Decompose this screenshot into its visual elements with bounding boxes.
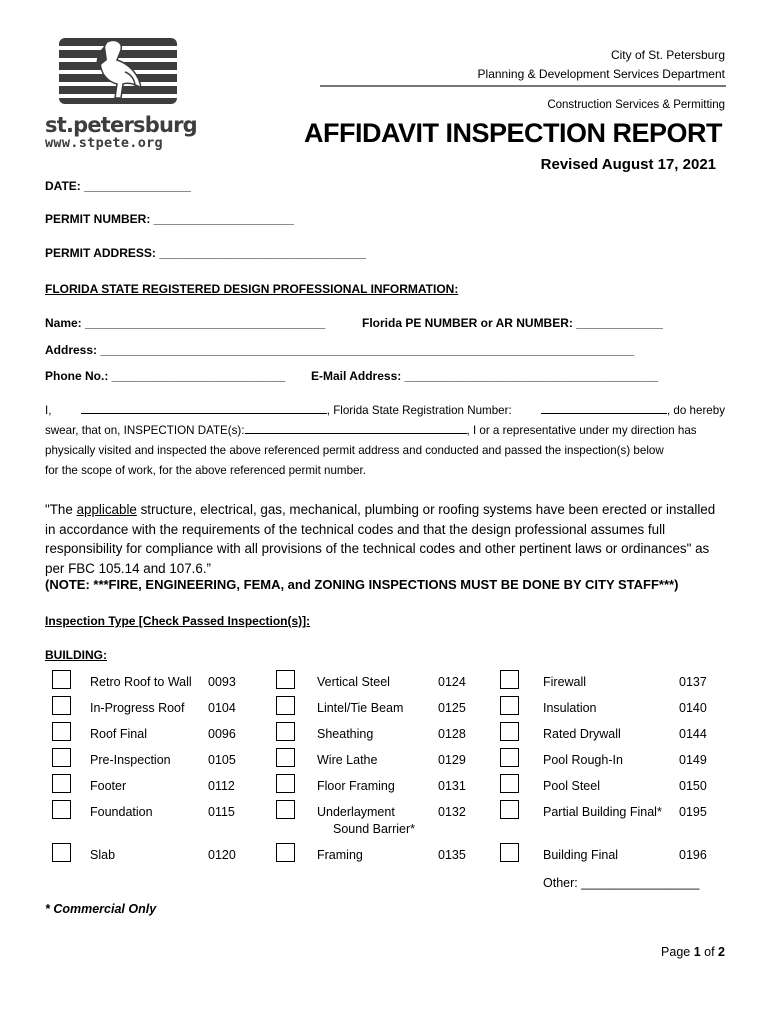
building-heading: BUILDING: <box>45 648 107 662</box>
email-field[interactable]: E-Mail Address: ______________________________________ <box>311 369 659 383</box>
inspection-code: 0144 <box>679 727 707 741</box>
inspection-label: Pool Steel <box>543 779 600 793</box>
inspection-checkbox[interactable] <box>500 843 519 862</box>
inspection-checkbox[interactable] <box>52 800 71 819</box>
inspection-checkbox[interactable] <box>500 722 519 741</box>
other-field[interactable]: Other: _________________ <box>543 876 700 890</box>
inspection-code: 0112 <box>208 779 235 793</box>
city-name: City of St. Petersburg <box>610 48 725 62</box>
inspection-checkbox[interactable] <box>500 800 519 819</box>
inspection-label: Rated Drywall <box>543 727 621 741</box>
inspection-label: Foundation <box>90 805 153 819</box>
current-page: 1 <box>693 945 701 959</box>
affidavit-text: , Florida State Registration Number: <box>326 404 512 417</box>
inspection-label: Slab <box>90 848 116 862</box>
affidavit-paragraph <box>45 401 725 481</box>
quote-emphasis: applicable <box>76 502 137 517</box>
inspection-checkbox[interactable] <box>52 748 71 767</box>
inspection-label: Building Final <box>543 848 619 862</box>
city-logo <box>45 38 195 154</box>
address-field[interactable]: Address: ________________________________________________________________________________ <box>45 343 635 357</box>
affidavit-text: swear, that on, INSPECTION DATE(s): <box>45 424 245 437</box>
inspection-code: 0149 <box>679 753 707 767</box>
inspection-type-heading: Inspection Type [Check Passed Inspection(s)]: <box>45 614 311 628</box>
inspection-code: 0150 <box>679 779 707 793</box>
affidavit-text: , I or a representative under my direction has <box>466 424 697 437</box>
header-divider <box>320 85 726 87</box>
permit-number-field[interactable]: PERMIT NUMBER: _____________________ <box>45 212 294 226</box>
affidavit-text: physically visited and inspected the above referenced permit address and conducted and passed the inspection(s) below <box>45 444 664 457</box>
inspection-checkbox[interactable] <box>276 670 295 689</box>
inspection-checkbox[interactable] <box>500 774 519 793</box>
inspection-code: 0137 <box>679 675 707 689</box>
inspection-date-blank[interactable] <box>245 421 467 434</box>
inspection-code: 0096 <box>208 727 236 741</box>
affidavit-text: for the scope of work, for the above referenced permit number. <box>45 464 366 477</box>
logo-url: www.stpete.org <box>45 135 163 151</box>
inspection-code: 0135 <box>438 848 466 862</box>
inspection-code: 0131 <box>438 779 466 793</box>
inspection-code: 0105 <box>208 753 236 767</box>
inspection-code: 0093 <box>208 675 236 689</box>
name-field[interactable]: Name: ____________________________________ <box>45 316 326 330</box>
page-of-label: of <box>700 945 719 959</box>
inspection-code: 0124 <box>438 675 466 689</box>
inspection-code: 0104 <box>208 701 236 715</box>
city-staff-note: (NOTE: ***FIRE, ENGINEERING, FEMA, and ZONING INSPECTIONS MUST BE DONE BY CITY STAFF***) <box>45 577 679 592</box>
quote-text: "The <box>45 502 77 517</box>
inspection-code: 0120 <box>208 848 236 862</box>
inspection-code: 0196 <box>679 848 707 862</box>
inspection-label: In-Progress Roof <box>90 701 185 715</box>
inspection-checkbox[interactable] <box>276 774 295 793</box>
design-professional-heading: FLORIDA STATE REGISTERED DESIGN PROFESSIONAL INFORMATION: <box>45 282 459 296</box>
inspection-checkbox[interactable] <box>276 800 295 819</box>
page-number <box>661 945 725 959</box>
inspection-label: Roof Final <box>90 727 147 741</box>
inspection-checkbox[interactable] <box>52 670 71 689</box>
affiant-name-blank[interactable] <box>81 401 327 414</box>
inspection-sublabel: Sound Barrier* <box>333 822 415 836</box>
date-field[interactable]: DATE: ________________ <box>45 179 191 193</box>
page-label: Page <box>661 945 694 959</box>
inspection-code: 0140 <box>679 701 707 715</box>
inspection-code: 0129 <box>438 753 466 767</box>
quote-text: structure, electrical, gas, mechanical, plumbing or roofing systems have been erected or installed in accordance with the requirements of the technical codes and that the design professional assumes full responsibility for compliance with all provisions of the technical codes and other pertinent laws or ordinances" as per FBC 105.14 and 107.6.” <box>45 502 716 576</box>
inspection-code: 0132 <box>438 805 466 819</box>
commercial-footnote: * Commercial Only <box>45 902 157 916</box>
inspection-label: Floor Framing <box>317 779 395 793</box>
inspection-label: Partial Building Final* <box>543 805 662 819</box>
inspection-label: Underlayment <box>317 805 395 819</box>
inspection-label: Lintel/Tie Beam <box>317 701 404 715</box>
total-pages: 2 <box>718 945 725 959</box>
inspection-label: Footer <box>90 779 127 793</box>
logo-wordmark: st.petersburg <box>45 113 197 137</box>
division-name: Construction Services & Permitting <box>547 99 725 111</box>
inspection-checkbox[interactable] <box>276 748 295 767</box>
inspection-checkbox[interactable] <box>276 696 295 715</box>
affidavit-text: , do hereby <box>666 404 725 417</box>
inspection-code: 0128 <box>438 727 466 741</box>
department-name: Planning & Development Services Department <box>477 67 725 81</box>
inspection-label: Pre-Inspection <box>90 753 171 767</box>
inspection-checkbox[interactable] <box>500 670 519 689</box>
page-title: AFFIDAVIT INSPECTION REPORT <box>303 118 722 148</box>
affidavit-text: I, <box>45 404 52 417</box>
inspection-checkbox[interactable] <box>52 696 71 715</box>
inspection-checkbox[interactable] <box>500 748 519 767</box>
permit-address-field[interactable]: PERMIT ADDRESS: _______________________________ <box>45 246 367 260</box>
code-compliance-statement <box>45 500 725 578</box>
inspection-code: 0115 <box>208 805 235 819</box>
inspection-label: Framing <box>317 848 363 862</box>
registration-number-blank[interactable] <box>541 401 667 414</box>
phone-field[interactable]: Phone No.: __________________________ <box>45 369 286 383</box>
inspection-label: Wire Lathe <box>317 753 378 767</box>
inspection-checkbox[interactable] <box>500 696 519 715</box>
inspection-label: Insulation <box>543 701 597 715</box>
inspection-label: Retro Roof to Wall <box>90 675 192 689</box>
inspection-label: Sheathing <box>317 727 374 741</box>
inspection-checkbox[interactable] <box>52 774 71 793</box>
inspection-code: 0125 <box>438 701 466 715</box>
inspection-checkbox[interactable] <box>52 843 71 862</box>
pe-number-field[interactable]: Florida PE NUMBER or AR NUMBER: _____________ <box>362 316 663 330</box>
pelican-logo-icon <box>45 38 195 108</box>
revision-date: Revised August 17, 2021 <box>540 156 716 173</box>
inspection-checkbox[interactable] <box>276 722 295 741</box>
inspection-label: Vertical Steel <box>317 675 390 689</box>
inspection-checkbox[interactable] <box>52 722 71 741</box>
inspection-checkbox[interactable] <box>276 843 295 862</box>
inspection-code: 0195 <box>679 805 707 819</box>
inspection-label: Pool Rough-In <box>543 753 623 767</box>
inspection-label: Firewall <box>543 675 587 689</box>
